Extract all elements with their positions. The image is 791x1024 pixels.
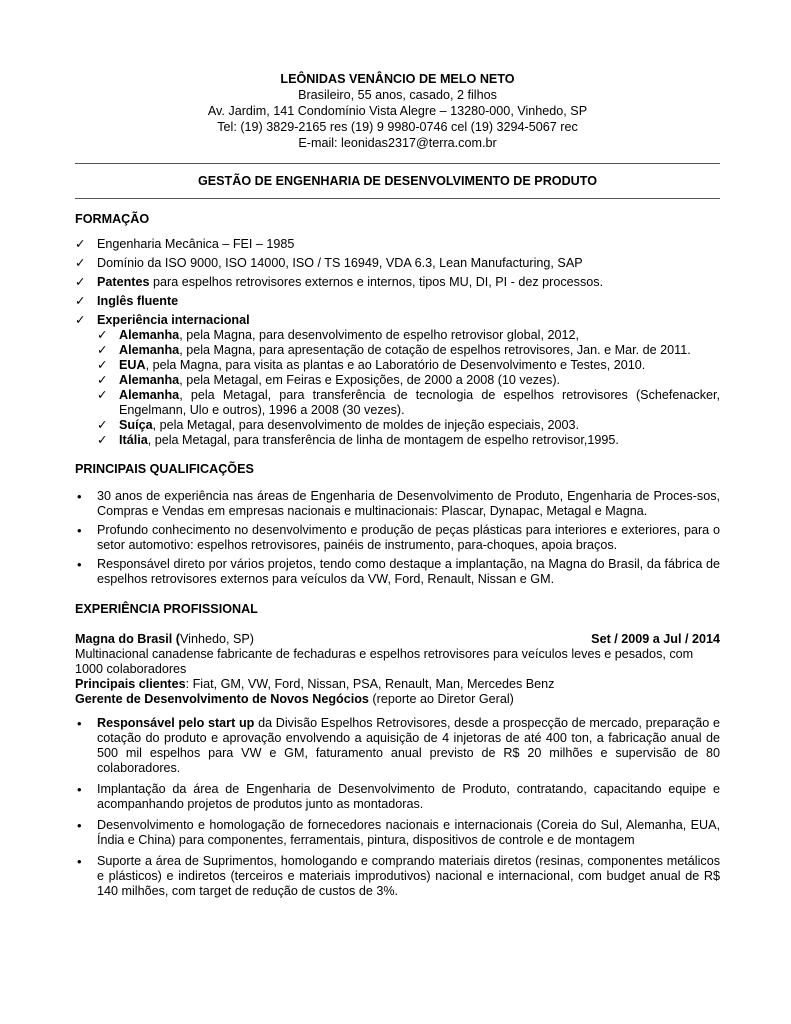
company-location: Vinhedo, SP) <box>179 632 254 646</box>
list-item <box>75 716 720 776</box>
personal-info: Brasileiro, 55 anos, casado, 2 filhos <box>298 88 497 102</box>
bullet-icon: • <box>77 557 82 572</box>
item-text: , pela Magna, para visita as plantas e ao Laboratório de Desenvolvimento e Testes, 2010. <box>145 358 646 372</box>
list-item <box>75 854 720 899</box>
bullet-icon: • <box>77 782 82 797</box>
check-icon: ✓ <box>75 313 86 327</box>
address: Av. Jardim, 141 Condomínio Vista Alegre – 13280-000, Vinhedo, SP <box>207 104 588 118</box>
list-item <box>75 782 720 812</box>
role-note: (reporte ao Diretor Geral) <box>368 692 514 706</box>
check-icon: ✓ <box>97 343 108 357</box>
item-text: , pela Metagal, em Feiras e Exposições, de 2000 a 2008 (10 vezes). <box>179 373 561 387</box>
list-item <box>75 818 720 848</box>
check-icon: ✓ <box>97 433 108 447</box>
item-bold: Experiência internacional <box>97 313 250 327</box>
check-icon: ✓ <box>75 237 86 251</box>
list-item <box>75 557 720 587</box>
item-text: , pela Metagal, para transferência de tecnologia de espelhos retrovisores (Schefenacker, Engelmann, Ulo e outros), 1996 a 2008 (30 vezes). <box>119 388 720 417</box>
phones: Tel: (19) 3829-2165 res (19) 9 9980-0746 cel (19) 3294-5067 rec <box>217 120 578 134</box>
item-text: Implantação da área de Engenharia de Desenvolvimento de Produto, contratando, capacitando equipe e acompanhando projetos de produtos junto as montadoras. <box>97 782 720 811</box>
list-item <box>75 256 720 275</box>
item-text: Domínio da ISO 9000, ISO 14000, ISO / TS 16949, VDA 6.3, Lean Manufacturing, SAP <box>97 256 583 270</box>
check-icon: ✓ <box>97 388 108 402</box>
email: E-mail: leonidas2317@terra.com.br <box>298 136 497 150</box>
sub-list-item <box>97 373 720 388</box>
resume-header <box>75 71 720 151</box>
item-bold: Alemanha <box>119 373 180 387</box>
company-name: Magna do Brasil <box>75 632 173 646</box>
headline: GESTÃO DE ENGENHARIA DE DESENVOLVIMENTO DE PRODUTO <box>197 174 598 188</box>
list-item <box>75 275 720 294</box>
check-icon: ✓ <box>75 275 86 289</box>
check-icon: ✓ <box>97 358 108 372</box>
list-item <box>75 523 720 553</box>
job-bullets <box>75 716 720 899</box>
sub-list-item <box>97 388 720 418</box>
item-text: para espelhos retrovisores externos e internos, tipos MU, DI, PI - dez processos. <box>149 275 604 289</box>
job-role: Gerente de Desenvolvimento de Novos Negócios <box>75 692 369 706</box>
sub-list-item <box>97 358 720 373</box>
check-icon: ✓ <box>97 418 108 432</box>
check-icon: ✓ <box>75 294 86 308</box>
item-text: da Divisão Espelhos Retrovisores, desde a prospecção de mercado, preparação e cotação do produto e aprovação envolvendo a aquisição de 4 injetoras de até 400 ton, a fabricação anual de 500 mil espelhos para VW e GM, faturamento anual previsto de R$ 20 milhões e supervisão de 80 colaboradores. <box>97 716 721 775</box>
job-heading <box>75 632 720 647</box>
formacao-list <box>75 237 720 448</box>
list-item <box>75 237 720 256</box>
divider-top <box>75 163 720 164</box>
qualificacoes-list <box>75 489 720 587</box>
item-bold: Suíça <box>119 418 153 432</box>
bullet-icon: • <box>77 854 82 869</box>
company-paren: ( <box>172 632 180 646</box>
section-title-experiencia: EXPERIÊNCIA PROFISSIONAL <box>75 602 258 616</box>
item-text: , pela Metagal, para transferência de linha de montagem de espelho retrovisor,1995. <box>147 433 619 447</box>
item-bold: Patentes <box>97 275 150 289</box>
bullet-icon: • <box>77 523 82 538</box>
item-bold: EUA <box>119 358 146 372</box>
clients-list: : Fiat, GM, VW, Ford, Nissan, PSA, Renault, Man, Mercedes Benz <box>185 677 555 691</box>
item-text: , pela Magna, para desenvolvimento de espelho retrovisor global, 2012, <box>179 328 579 342</box>
job-period: Set / 2009 a Jul / 2014 <box>591 632 720 646</box>
bullet-icon: • <box>77 818 82 833</box>
item-text: Desenvolvimento e homologação de fornecedores nacionais e internacionais (Coreia do Sul, Alemanha, EUA, Índia e China) para componentes, ferramentais, pintura, dispositivos de controle e de montagem <box>97 818 720 847</box>
item-text: Responsável direto por vários projetos, tendo como destaque a implantação, na Magna do Brasil, da fábrica de espelhos retrovisores externos para veículos da VW, Ford, Renault, Nissan e GM. <box>97 557 720 586</box>
item-text: 30 anos de experiência nas áreas de Engenharia de Desenvolvimento de Produto, Engenharia de Proces-sos, Compras e Vendas em empresas nacionais e multinacionais: Plascar, Dynapac, Metagal e Magna. <box>97 489 720 518</box>
bullet-icon: • <box>77 716 82 731</box>
item-text: , pela Metagal, para desenvolvimento de moldes de injeção especiais, 2003. <box>152 418 579 432</box>
divider-bottom <box>75 198 720 199</box>
company-line <box>75 632 254 647</box>
sub-list-item <box>97 418 720 433</box>
list-item <box>75 313 720 328</box>
bullet-icon: • <box>77 489 82 504</box>
item-bold: Inglês fluente <box>97 294 179 308</box>
check-icon: ✓ <box>97 328 108 342</box>
list-item <box>75 489 720 519</box>
sub-list-item <box>97 343 720 358</box>
candidate-name: LEÔNIDAS VENÂNCIO DE MELO NETO <box>280 72 515 86</box>
role-line <box>75 692 720 707</box>
section-title-qualificacoes: PRINCIPAIS QUALIFICAÇÕES <box>75 462 254 476</box>
list-item <box>75 294 720 313</box>
item-text: Profundo conhecimento no desenvolvimento e produção de peças plásticas para interiores e exteriores, para o setor automotivo: espelhos retrovisores, painéis de instrumento, para-choques, apoia braços. <box>97 523 720 552</box>
item-text: , pela Magna, para apresentação de cotação de espelhos retrovisores, Jan. e Mar. de 2011. <box>179 343 691 357</box>
item-text: Suporte a área de Suprimentos, homologando e comprando materiais diretos (resinas, componentes metálicos e plásticos) e indiretos (terceiros e materiais improdutivos) nacional e internacional, com budget anual de R$ 140 milhões, com target de redução de custos de 3%. <box>97 854 720 898</box>
check-icon: ✓ <box>97 373 108 387</box>
item-text: Engenharia Mecânica – FEI – 1985 <box>97 237 295 251</box>
item-bold: Alemanha <box>119 388 180 402</box>
check-icon: ✓ <box>75 256 86 270</box>
sub-list-item <box>97 433 720 448</box>
item-bold: Alemanha <box>119 328 180 342</box>
item-bold: Itália <box>119 433 148 447</box>
job-entry <box>75 632 720 707</box>
item-bold: Responsável pelo start up <box>97 716 255 730</box>
section-title-formacao: FORMAÇÃO <box>75 212 150 226</box>
clients-line <box>75 677 720 692</box>
clients-label: Principais clientes <box>75 677 186 691</box>
sub-list-item <box>97 328 720 343</box>
company-description: Multinacional canadense fabricante de fechaduras e espelhos retrovisores para veículos leves e pesados, com 1000 colaboradores <box>75 647 694 676</box>
item-bold: Alemanha <box>119 343 180 357</box>
